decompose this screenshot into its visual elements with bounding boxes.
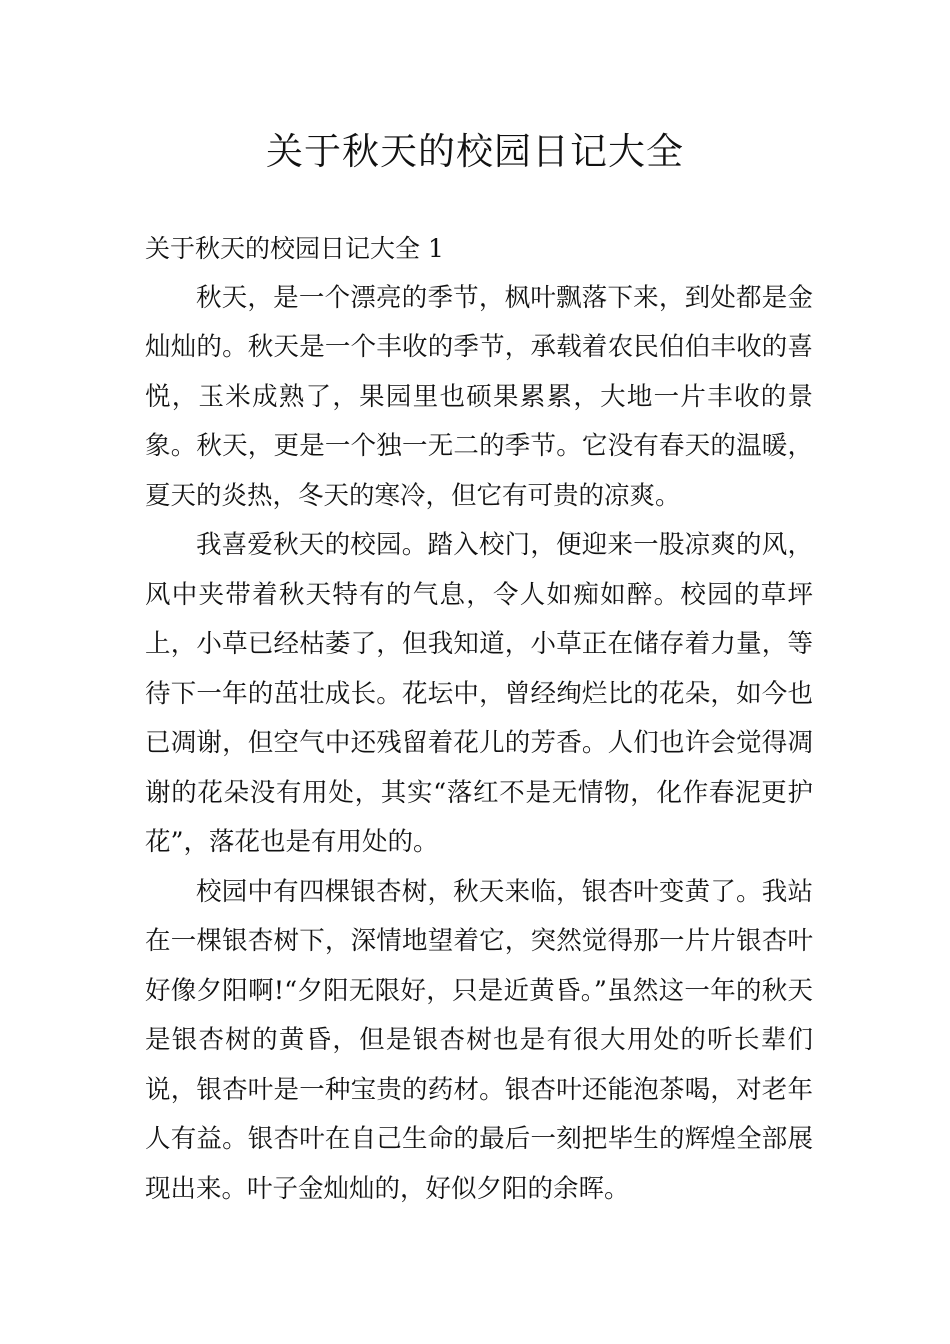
paragraph-1: 秋天，是一个漂亮的季节，枫叶飘落下来，到处都是金灿灿的。秋天是一个丰收的季节，承载着农民伯伯丰收的喜悦，玉米成熟了，果园里也硕果累累，大地一片丰收的景象。秋天，更是一个独一无二的季节。它没有春天的温暖，夏天的炎热，冬天的寒冷，但它有可贵的凉爽。 <box>145 282 813 511</box>
document-title: 关于秋天的校园日记大全 <box>266 130 684 173</box>
paragraph-3: 校园中有四棵银杏树，秋天来临，银杏叶变黄了。我站在一棵银杏树下，深情地望着它，突然觉得那一片片银杏叶好像夕阳啊!“夕阳无限好，只是近黄昏。”虽然这一年的秋天是银杏树的黄昏，但是银杏树也是有很大用处的听长辈们说，银杏叶是一种宝贵的药材。银杏叶还能泡茶喝，对老年人有益。银杏叶在自己生命的最后一刻把毕生的辉煌全部展现出来。叶子金灿灿的，好似夕阳的余晖。 <box>145 876 813 1204</box>
section-heading: 关于秋天的校园日记大全 1 <box>145 234 444 263</box>
document-body <box>145 224 813 1214</box>
paragraph-2: 我喜爱秋天的校园。踏入校门，便迎来一股凉爽的风，风中夹带着秋天特有的气息，令人如痴如醉。校园的草坪上，小草已经枯萎了，但我知道，小草正在储存着力量，等待下一年的茁壮成长。花坛中，曾经绚烂比的花朵，如今也已凋谢，但空气中还残留着花儿的芳香。人们也许会觉得凋谢的花朵没有用处，其实“落红不是无情物，化作春泥更护花”，落花也是有用处的。 <box>145 530 813 857</box>
